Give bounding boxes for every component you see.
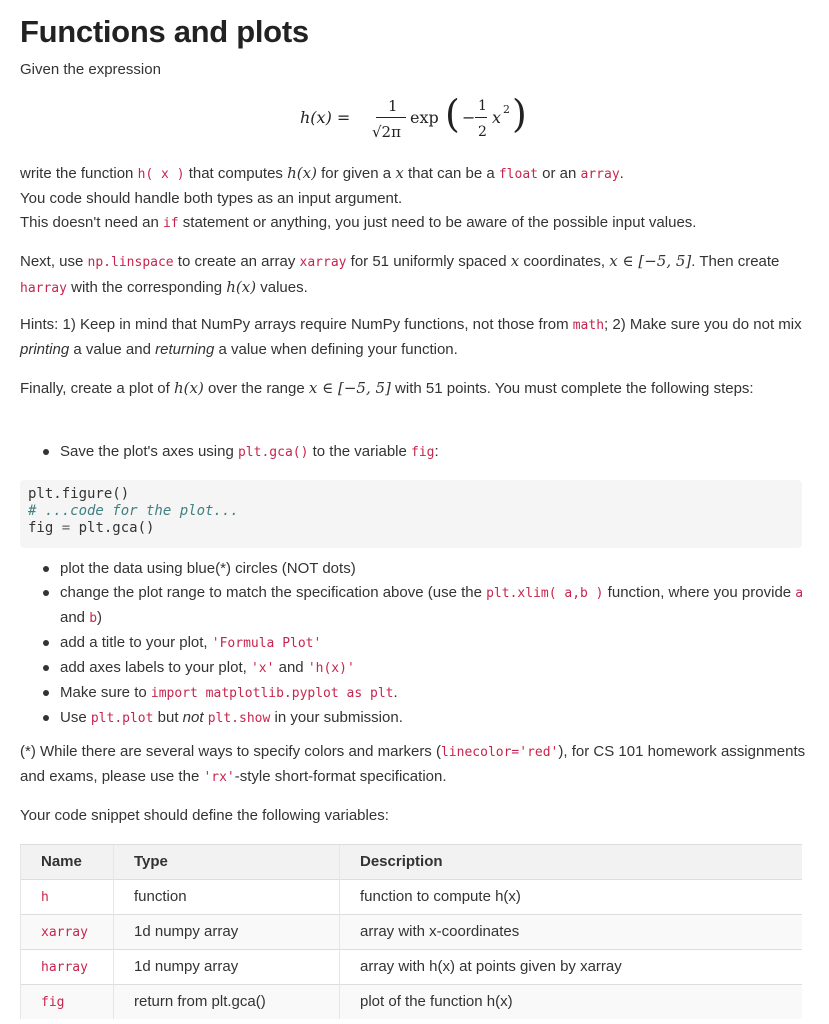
table-row: xarray 1d numpy array array with x-coordinates (21, 915, 803, 950)
list-item: plot the data using blue(*) circles (NOT dots) (20, 557, 810, 581)
list-item: add a title to your plot, 'Formula Plot' (20, 631, 810, 656)
linspace-instructions: Next, use np.linspace to create an array xarray for 51 uniformly spaced x coordinates, x ∈ [−5, 5]. Then create harray with the corresponding h(x) values. (20, 252, 780, 296)
list-item: change the plot range to match the specification above (use the plt.xlim( a,b ) function, where you provide a and b) (20, 581, 810, 631)
formula-exp: exp (410, 108, 439, 127)
list-item: Use plt.plot but not plt.show in your submission. (20, 706, 810, 731)
formula (300, 88, 600, 152)
hints: Hints: 1) Keep in mind that NumPy arrays require NumPy functions, not those from math; 2) Make sure you do not mix printing a value and returning a value when defining your function. (20, 316, 802, 358)
paren-open: ( (445, 92, 460, 136)
list-item: add axes labels to your plot, 'x' and 'h(x)' (20, 656, 810, 681)
variables-table (20, 844, 802, 1019)
table-row: harray 1d numpy array array with h(x) at points given by xarray (21, 950, 803, 985)
steps-list-2 (20, 557, 810, 731)
formula-lhs: h(x) = (300, 108, 351, 127)
table-header: Type (114, 845, 340, 880)
plot-instructions: Finally, create a plot of h(x) over the range x ∈ [−5, 5] with 51 points. You must complete the following steps: (20, 379, 754, 397)
formula-denominator: √2π (372, 123, 401, 141)
formula-var: x (492, 108, 502, 127)
table-row: h function function to compute h(x) (21, 880, 803, 915)
code-block: plt.figure() # ...code for the plot... fig = plt.gca() (20, 480, 802, 548)
inner-numerator: 1 (478, 98, 487, 114)
inner-denominator: 2 (478, 124, 487, 140)
intro-text: Given the expression (20, 61, 161, 78)
list-item: Save the plot's axes using plt.gca() to the variable fig: (20, 440, 810, 465)
function-description: write the function h( x ) that computes h(x) for given a x that can be a float or an array. You code should handle both types as an input argument. This doesn't need an if statement or anything, you just need to be aware of the possible input values. (20, 164, 697, 231)
code-h-x: h( x ) (137, 167, 185, 182)
steps-list-1 (20, 440, 810, 465)
table-header: Description (340, 845, 803, 880)
inner-fraction-bar (475, 117, 487, 118)
fraction-bar (376, 117, 406, 118)
variables-intro: Your code snippet should define the following variables: (20, 807, 389, 824)
formula-power: 2 (503, 103, 510, 116)
table-row: fig return from plt.gca() plot of the function h(x) (21, 985, 803, 1020)
page-title: Functions and plots (20, 14, 309, 49)
formula-numerator: 1 (388, 97, 398, 115)
color-note: (*) While there are several ways to specify colors and markers (linecolor='red'), for CS 101 homework assignments and exams, please use the 'rx'-style short-format specification. (20, 743, 806, 785)
formula-minus: − (462, 108, 476, 127)
paren-close: ) (512, 92, 527, 136)
list-item: Make sure to import matplotlib.pyplot as plt. (20, 681, 810, 706)
table-header: Name (21, 845, 114, 880)
